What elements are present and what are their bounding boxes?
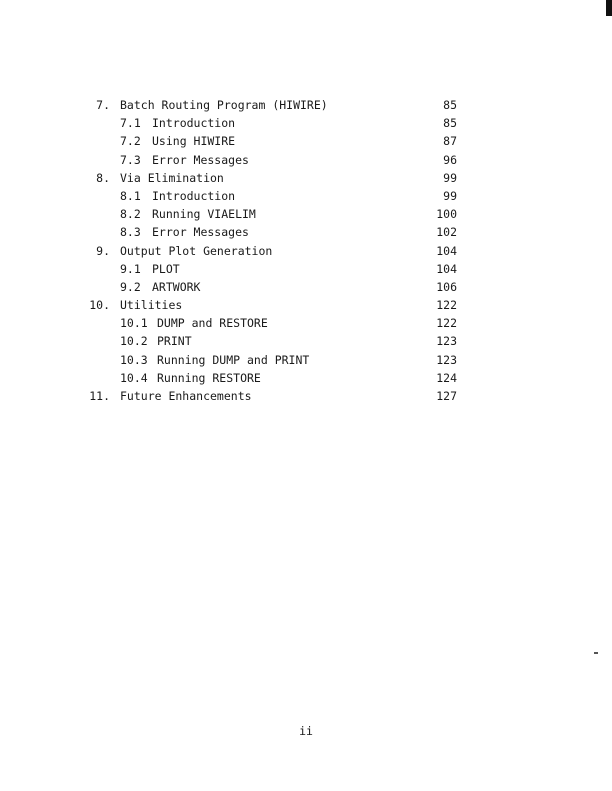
toc-subsection-entry — [0, 223, 612, 241]
table-of-contents — [0, 96, 612, 405]
toc-entry-number: 9.2 — [120, 279, 141, 294]
toc-entry-page: 104 — [436, 261, 457, 276]
toc-entry-page: 100 — [436, 207, 457, 222]
toc-entry-title: PLOT — [152, 261, 180, 276]
toc-entry-page: 123 — [436, 352, 457, 367]
scan-corner-mark — [606, 0, 612, 16]
toc-entry-number: 7.1 — [120, 116, 141, 131]
toc-entry-number: 8.3 — [120, 225, 141, 240]
toc-section-entry — [0, 169, 612, 187]
toc-entry-number: 8. — [96, 170, 110, 185]
toc-subsection-entry — [0, 151, 612, 169]
toc-entry-title: DUMP and RESTORE — [157, 316, 268, 331]
toc-subsection-entry — [0, 351, 612, 369]
toc-entry-number: 9.1 — [120, 261, 141, 276]
toc-subsection-entry — [0, 187, 612, 205]
toc-entry-number: 7.3 — [120, 152, 141, 167]
toc-section-entry — [0, 387, 612, 405]
toc-entry-title: Batch Routing Program (HIWIRE) — [120, 98, 328, 112]
toc-entry-title: Introduction — [152, 188, 236, 203]
toc-entry-title: Introduction — [152, 116, 236, 131]
toc-entry-page: 87 — [443, 134, 457, 149]
toc-entry-page: 96 — [443, 152, 457, 167]
toc-entry-number: 11. — [89, 389, 110, 403]
toc-subsection-entry — [0, 314, 612, 332]
toc-entry-title: PRINT — [157, 334, 192, 349]
toc-entry-number: 10. — [89, 298, 110, 313]
toc-subsection-entry — [0, 369, 612, 387]
toc-entry-title: Output Plot Generation — [120, 243, 273, 258]
toc-entry-page: 123 — [436, 334, 457, 349]
toc-entry-title: Utilities — [120, 298, 183, 313]
toc-entry-title: Future Enhancements — [120, 389, 252, 403]
toc-entry-title: Via Elimination — [120, 170, 224, 185]
toc-entry-page: 124 — [436, 370, 457, 385]
toc-entry-number: 10.1 — [120, 316, 148, 331]
toc-entry-title: Running RESTORE — [157, 370, 261, 385]
toc-subsection-entry — [0, 205, 612, 223]
toc-section-entry — [0, 96, 612, 114]
toc-entry-page: 106 — [436, 279, 457, 294]
toc-subsection-entry — [0, 260, 612, 278]
toc-entry-number: 8.2 — [120, 207, 141, 222]
toc-entry-page: 122 — [436, 316, 457, 331]
toc-entry-page: 99 — [443, 170, 457, 185]
toc-entry-title: Error Messages — [152, 225, 249, 240]
toc-entry-page: 85 — [443, 98, 457, 112]
toc-entry-number: 9. — [96, 243, 110, 258]
toc-entry-number: 10.2 — [120, 334, 148, 349]
toc-entry-number: 8.1 — [120, 188, 141, 203]
toc-entry-number: 7. — [96, 98, 110, 112]
toc-subsection-entry — [0, 332, 612, 350]
toc-entry-page: 99 — [443, 188, 457, 203]
toc-subsection-entry — [0, 132, 612, 150]
toc-entry-page: 122 — [436, 298, 457, 313]
toc-entry-title: ARTWORK — [152, 279, 201, 294]
toc-entry-title: Running VIAELIM — [152, 207, 256, 222]
toc-entry-number: 7.2 — [120, 134, 141, 149]
toc-entry-number: 10.3 — [120, 352, 148, 367]
toc-entry-number: 10.4 — [120, 370, 148, 385]
toc-section-entry — [0, 296, 612, 314]
toc-subsection-entry — [0, 278, 612, 296]
toc-subsection-entry — [0, 114, 612, 132]
page-number: ii — [299, 724, 313, 738]
toc-entry-title: Error Messages — [152, 152, 249, 167]
scan-speck — [594, 652, 598, 654]
toc-entry-page: 104 — [436, 243, 457, 258]
toc-entry-title: Running DUMP and PRINT — [157, 352, 310, 367]
toc-entry-title: Using HIWIRE — [152, 134, 236, 149]
toc-entry-page: 85 — [443, 116, 457, 131]
toc-section-entry — [0, 242, 612, 260]
toc-entry-page: 127 — [436, 389, 457, 403]
toc-entry-page: 102 — [436, 225, 457, 240]
